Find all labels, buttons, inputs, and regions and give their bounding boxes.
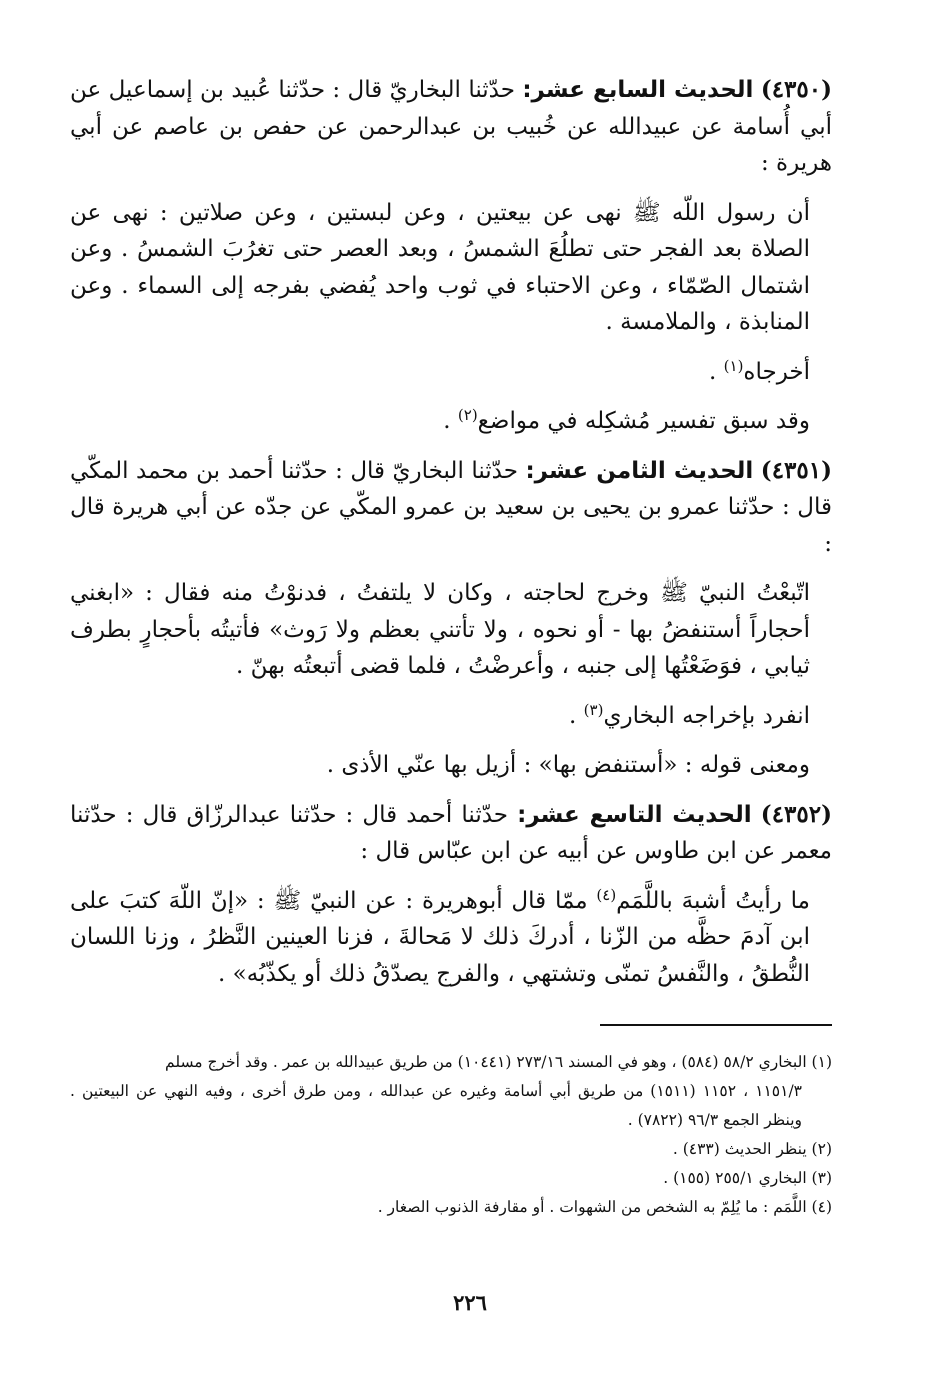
takhrij-note bbox=[70, 698, 832, 735]
hadith-4351-header bbox=[70, 453, 832, 563]
hadith-4352-matn bbox=[70, 883, 832, 993]
punctuation: . bbox=[569, 702, 584, 729]
hadith-title: الحديث التاسع عشر: bbox=[517, 801, 752, 828]
hadith-isnad: حدّثنا البخاريّ قال : حدّثنا عُبيد بن إسماعيل عن أبي أُسامة عن عبيدالله عن خُبيب بن عبدالرحمن عن حفص بن عاصم عن أبي هريرة : bbox=[70, 77, 832, 176]
matn-text: ما رأيتُ أشبهَ باللَّمَم bbox=[616, 887, 810, 914]
meaning-note bbox=[70, 747, 832, 784]
matn-text: أن رسول اللّه ﷺ نهى عن بيعتين ، وعن لبستين ، وعن صلاتين : نهى عن الصلاة بعد الفجر حتى تطلُعَ الشمسُ ، وبعد العصر حتى تغرُبَ الشمسُ . وعن اشتمال الصّمّاء ، وعن الاحتباء في ثوب واحد يُفضي بفرجه إلى السماء . وعن المنابذة ، والملامسة . bbox=[70, 199, 810, 335]
hadith-title: الحديث الثامن عشر: bbox=[525, 457, 754, 484]
footnote-divider bbox=[600, 1024, 832, 1026]
hadith-4351-matn bbox=[70, 575, 832, 685]
hadith-4352-header bbox=[70, 797, 832, 870]
footnote-1 bbox=[70, 1048, 832, 1135]
meaning-text: ومعنى قوله : «أستنفض بها» : أزيل بها عنّي الأذى . bbox=[326, 752, 810, 778]
footnote-1-first-line: (١) البخاري ٥٨/٢ (٥٨٤) ، وهو في المسند ٢٧٣/١٦ (١٠٤٤١) من طريق عبيدالله بن عمر . وقد أخرج مسلم bbox=[165, 1053, 832, 1071]
hadith-isnad: حدّثنا أحمد قال : حدّثنا عبدالرزّاق قال : حدّثنا معمر عن ابن طاوس عن أبيه عن ابن عبّاس قال : bbox=[70, 801, 832, 864]
page-number: ٢٢٦ bbox=[453, 1290, 487, 1315]
footnote-3: (٣) البخاري ٢٥٥/١ (١٥٥) . bbox=[663, 1169, 832, 1187]
footnote-ref-1: (١) bbox=[723, 356, 744, 375]
footnote-2: (٢) ينظر الحديث (٤٣٣) . bbox=[672, 1140, 832, 1158]
hadith-isnad: حدّثنا البخاريّ قال : حدّثنا أحمد بن محمد المكّي قال : حدّثنا عمرو بن يحيى بن سعيد بن عمرو المكّي عن جدّه عن أبي هريرة قال : bbox=[70, 457, 832, 557]
takhrij-text: انفرد بإخراجه البخاري bbox=[603, 702, 810, 729]
takhrij-note bbox=[70, 354, 832, 391]
footnote-4: (٤) اللَّمَم : ما يُلِمّ به الشخص من الشهوات . أو مقارفة الذنوب الصغار . bbox=[377, 1198, 832, 1216]
matn-text-continued: ممّا قال أبوهريرة : عن النبيّ ﷺ : «إنّ اللّهَ كتبَ على ابن آدمَ حظَّه من الزّنا ، أدركَ ذلك لا مَحالةَ ، فزنا العينين النَّظرُ ، وزنا اللسان النُّطقُ ، والنَّفسُ تمنّى وتشتهي ، والفرج يصدّقُ ذلك أو يكذّبُه» . bbox=[70, 887, 810, 987]
explanation-note bbox=[70, 403, 832, 440]
footnotes bbox=[70, 1048, 832, 1222]
footnote-1-continuation: ١١٥١/٣ ، ١١٥٢ (١٥١١) من طريق أبي أسامة وغيره عن عبدالله ، ومن طرق أخرى ، وفيه النهي عن البيعتين . وينظر الجمع ٩٦/٣ (٧٨٢٢) . bbox=[70, 1082, 803, 1129]
hadith-number: (٤٣٥٠) bbox=[760, 76, 833, 103]
punctuation: . bbox=[709, 358, 724, 385]
hadith-4350-matn bbox=[70, 195, 832, 341]
hadith-title: الحديث السابع عشر: bbox=[522, 77, 754, 103]
footnote-ref-2: (٢) bbox=[457, 406, 478, 424]
punctuation: . bbox=[443, 408, 458, 434]
takhrij-text: أخرجاه bbox=[743, 358, 810, 385]
main-text bbox=[70, 72, 832, 1005]
explanation-text: وقد سبق تفسير مُشكِله في مواضع bbox=[477, 408, 810, 434]
footnote-ref-3: (٣) bbox=[583, 700, 604, 719]
hadith-number: (٤٣٥١) bbox=[760, 456, 832, 484]
hadith-4350-header bbox=[70, 72, 832, 182]
footnote-ref-4: (٤) bbox=[596, 885, 617, 904]
hadith-number: (٤٣٥٢) bbox=[760, 800, 832, 828]
matn-text: اتّبعْتُ النبيّ ﷺ وخرج لحاجته ، وكان لا يلتفتُ ، فدنوْتُ منه فقال : «ابغني أحجاراً أستنفضُ بها - أو نحوه ، ولا تأتني بعظم ولا رَوث» فأتيتُه بأحجارٍ بطرف ثيابي ، فوَضَعْتُها إلى جنبه ، وأعرضْتُ ، فلما قضى أتبعتُه بهنّ . bbox=[70, 580, 810, 679]
